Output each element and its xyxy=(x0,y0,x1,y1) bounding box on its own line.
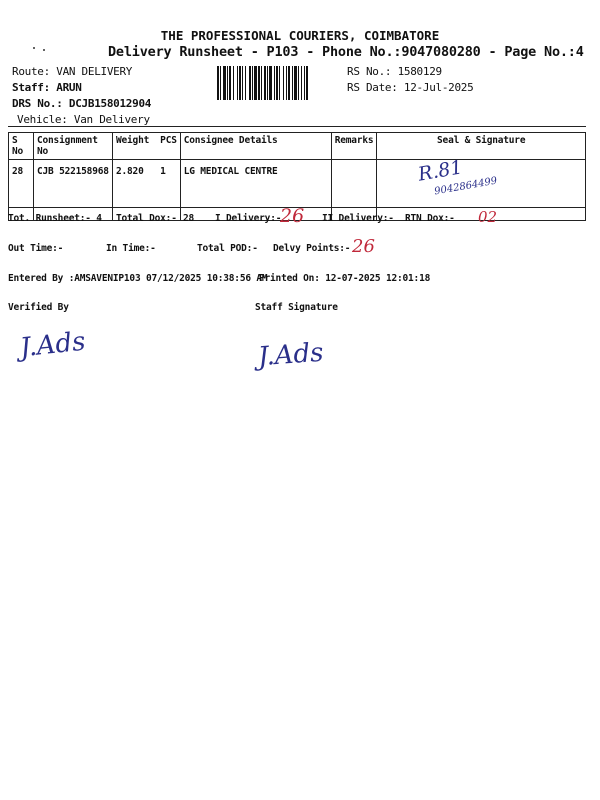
cell-weight-pcs xyxy=(113,160,181,221)
in-time-label: In Time:- xyxy=(106,243,156,254)
rs-date: RS Date: 12-Jul-2025 xyxy=(347,81,474,94)
staff-label: Staff: xyxy=(12,81,57,94)
cell-consignee: LG MEDICAL CENTRE xyxy=(180,160,331,221)
barcode-image xyxy=(217,66,339,100)
total-pod-label: Total POD:- xyxy=(197,243,258,254)
i-delivery-label: I Delivery:- xyxy=(215,213,282,224)
col-remarks: Remarks xyxy=(331,133,377,160)
table-header-row xyxy=(9,133,586,160)
delvy-points-handwriting: 26 xyxy=(352,236,375,257)
cell-consignment: CJB 522158968 xyxy=(34,160,113,221)
delvy-points-label: Delvy Points:- xyxy=(273,243,351,254)
company-title: THE PROFESSIONAL COURIERS, COIMBATORE xyxy=(160,28,440,43)
rtn-dox-handwriting: 02 xyxy=(478,208,498,226)
bottom-rule xyxy=(8,207,586,208)
runsheet-title: Delivery Runsheet - P103 - Phone No.:9047080280 - Page No.:4 xyxy=(108,44,584,60)
route-label: Route: VAN DELIVERY xyxy=(12,65,133,78)
ii-delivery-label: II Delivery:- xyxy=(322,213,394,224)
staff-line xyxy=(12,81,82,94)
total-dox-label: Total Dox:- xyxy=(116,213,177,224)
entered-by: Entered By :AMSAVENIP103 07/12/2025 10:38:56 AM xyxy=(8,273,268,284)
print-speck xyxy=(33,47,35,49)
staff-signature-mark: J.Ads xyxy=(257,337,325,373)
total-dox-value: 28 xyxy=(183,213,195,224)
vehicle-label: Vehicle: Van Delivery xyxy=(17,113,150,126)
col-sno: S No xyxy=(9,133,34,160)
tot-runsheet: Tot. Runsheet:- 4 xyxy=(8,213,102,224)
col-consignment: Consignment No xyxy=(34,133,113,160)
out-time-label: Out Time:- xyxy=(8,243,64,254)
col-weight: Weight xyxy=(116,135,150,146)
seal-handwriting: R.81 xyxy=(416,156,465,186)
verified-by-label: Verified By xyxy=(8,302,69,313)
staff-signature-label: Staff Signature xyxy=(255,302,338,313)
i-delivery-handwriting: 26 xyxy=(280,205,305,227)
drs-number: DRS No.: DCJB158012904 xyxy=(12,97,152,110)
staff-name: ARUN xyxy=(56,81,82,94)
col-weight-pcs xyxy=(113,133,181,160)
cell-weight: 2.820 xyxy=(116,166,144,177)
col-pcs: PCS xyxy=(160,135,177,146)
printed-on: Printed On: 12-07-2025 12:01:18 xyxy=(259,273,431,284)
cell-sno: 28 xyxy=(9,160,34,221)
top-rule xyxy=(8,126,586,127)
print-speck xyxy=(43,49,45,51)
verified-signature: J.Ads xyxy=(18,326,87,364)
rtn-dox-label: RTN Dox:- xyxy=(405,213,455,224)
seal-phone-handwriting: 9042864499 xyxy=(433,175,499,198)
cell-remarks xyxy=(331,160,377,221)
rs-number: RS No.: 1580129 xyxy=(347,65,442,78)
cell-pcs: 1 xyxy=(160,166,166,177)
col-seal-signature: Seal & Signature xyxy=(377,133,586,160)
col-consignee: Consignee Details xyxy=(180,133,331,160)
